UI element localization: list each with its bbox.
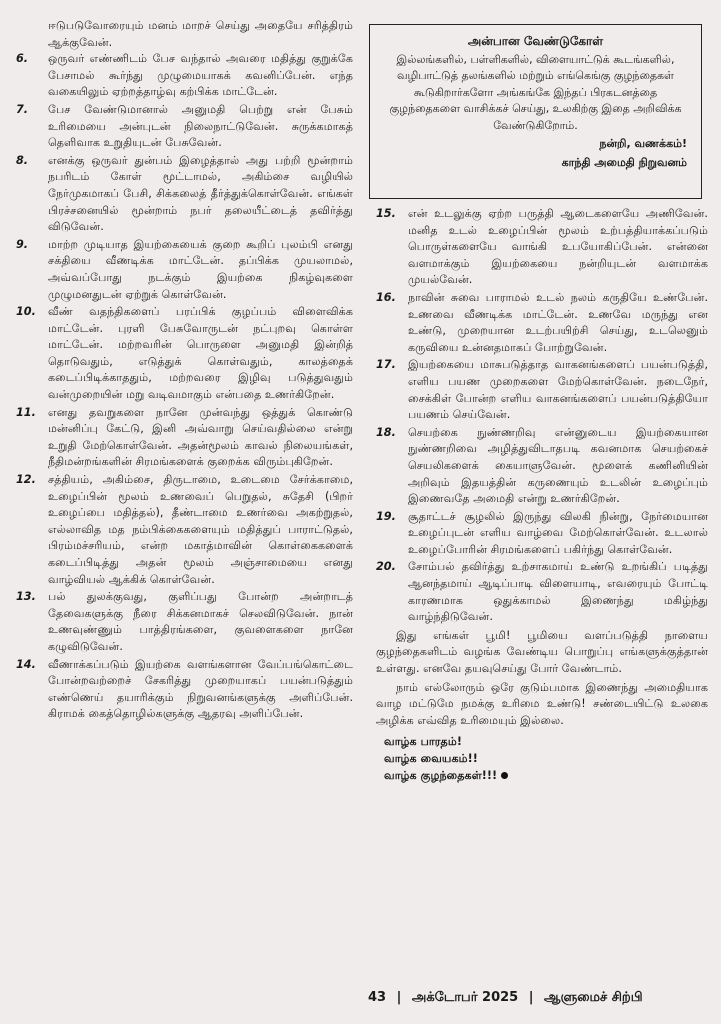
- numbered-item: [368, 206, 708, 289]
- item-text: எனது தவறுகளை நானே முன்வந்து ஒத்துக் கொண்டு மன்னிப்பு கேட்டு, இனி அவ்வாறு செய்வதில்லை என்று உறுதி மேற்கொள்வேன். அதன்மூலம் காவல் நிலையங்கள், நீதிமன்றங்களின் சிரமங்களைக் குறைக்க விரும்புகிறேன்.: [48, 405, 353, 469]
- item-text: வீண் வதந்திகளைப் பரப்பிக் குழப்பம் விளைவிக்க மாட்டேன். புரளி பேசுவோருடன் நட்புறவு கொள்ள மாட்டேன். மற்றவரின் பொருளை அனுமதி இன்றித் தொடுவதும், எடுத்துக் கொள்வதும், காலத்தைக் கடைப்பிடிக்காததும், மற்றவரை இழிவு படுத்துவதும் வன்முறையின் மறு வடிவமாகும் என்பதை உணர்கிறேன்.: [48, 305, 353, 402]
- item-text: என் உடலுக்கு ஏற்ற பருத்தி ஆடைகளையே அணிவேன். மனித உடல் உழைப்பின் மூலம் உற்பத்தியாக்கப்படும் பொருள்களையே வாங்கி உபயோகிப்பேன். என்னை வளமாக்கும் இயற்கையை நன்றியுடன் வளமாக்க முயல்வேன்.: [408, 207, 708, 287]
- slogan: வாழ்க பாரதம்!: [384, 735, 462, 749]
- item-number: 8.: [16, 153, 29, 167]
- item-number: 7.: [16, 102, 29, 116]
- item-number: 16.: [376, 290, 396, 304]
- item-text: இயற்கையை மாசுபடுத்தாத வாகனங்களைப் பயன்படுத்தி, எளிய பயண முறைகளை மேற்கொள்வேன். நடைநேர், சைக்கிள் போன்ற எளிய வாகனங்களைப் பயன்படுத்தியோ பயணம் செய்வேன்.: [408, 358, 708, 422]
- numbered-item: [368, 559, 708, 625]
- numbered-item: [8, 657, 353, 723]
- item-number: 10.: [16, 305, 36, 319]
- item-number: 11.: [16, 405, 36, 419]
- item-number: 18.: [376, 425, 396, 439]
- closing-paragraph-2: நாம் எல்லோரும் ஒரே குடும்பமாக இணைந்து அமைதியாக வாழ மட்டுமே நமக்கு உரிமை உண்டு! சண்டையிட்டு உலகை அழிக்க எவ்வித உரிமையும் இல்லை.: [376, 680, 708, 727]
- item-number: 14.: [16, 657, 36, 671]
- item-number: 20.: [376, 560, 396, 574]
- right-column: [368, 206, 708, 784]
- numbered-item: [368, 509, 708, 559]
- appeal-body: இல்லங்களில், பள்ளிகளில், விளையாட்டுக் கூடங்களில், வழிபாட்டுத் தலங்களில் மற்றும் எங்கெங்கு குழந்தைகள் கூடுகிறார்களோ அங்கங்கே இந்தப் பிரகடனத்தை குழந்தைகளை வாசிக்கச் செய்து, உலகிற்கு இதை அறிவிக்க வேண்டுகிறோம்.: [389, 52, 682, 132]
- numbered-item: [8, 472, 353, 588]
- footer-separator: |: [396, 990, 402, 1005]
- slogan: வாழ்க குழந்தைகள்!!!: [384, 767, 708, 784]
- footer-separator: |: [528, 990, 534, 1005]
- numbered-item: [368, 357, 708, 423]
- item-number: 12.: [16, 473, 36, 487]
- item-text: சத்தியம், அகிம்சை, திருடாமை, உடைமை சேர்க்காமை, உழைப்பின் மூலம் உணவைப் பெறுதல், சுதேசி (பிறர் உழைப்பை மதித்தல்), தீண்டாமை உணர்வை அகற்றுதல், எல்லாவித மத நம்பிக்கைகளையும் மதித்துப் பாராட்டுதல், பிரம்மச்சரியம், என்ற மகாத்மாவின் கொள்கைகளைக் கடைப்பிடித்து அதன் மூலம் அஞ்சாமையை எனது வாழ்வியல் ஆக்கிக் கொள்வேன்.: [48, 473, 353, 586]
- bullet-dot-icon: [501, 772, 508, 779]
- numbered-item: [368, 290, 708, 356]
- slogan: வாழ்க வையகம்!!: [384, 752, 478, 766]
- item-number: 17.: [376, 358, 396, 372]
- item-text: பேச வேண்டுமானால் அனுமதி பெற்று என் பேசும் உரிமையை அன்புடன் நிலைநாட்டுவேன். சுருக்கமாகத் தெளிவாக உறுதியுடன் பேசுவேன்.: [48, 102, 353, 150]
- magazine-name: ஆளுமைச் சிற்பி: [544, 990, 643, 1005]
- page-footer: [368, 990, 708, 1006]
- item-text: நாவின் சுவை பாராமல் உடல் நலம் கருதியே உண்பேன். உணவை வீணடிக்க மாட்டேன். உணவே மருந்து என உண்டு, முறையான உடற்பயிற்சி செய்து, உடலெனும் கருவியை உன்னதமாகப் போற்றுவேன்.: [408, 290, 708, 354]
- item-text: சோம்பல் தவிர்த்து உற்சாகமாய் உண்டு உறங்கிப் படித்து ஆனந்தமாய் ஆடிப்பாடி விளையாடி, எவரையும் போட்டி காரணமாக ஒதுக்காமல் இணைந்து மகிழ்ந்து வாழ்ந்திடுவேன்.: [408, 560, 708, 624]
- appeal-box: [369, 24, 702, 199]
- item-number: 9.: [16, 237, 29, 251]
- item-number: 19.: [376, 509, 396, 523]
- item-number: 6.: [16, 52, 29, 66]
- right-item-list: [368, 206, 708, 626]
- numbered-item: [8, 237, 353, 303]
- closing-paragraph-1: இது எங்கள் பூமி! பூமியை வளப்படுத்தி நாளைய குழந்தைகளிடம் வழங்க வேண்டிய பொறுப்பு எங்களுக்குத்தான் உள்ளது. எனவே தயவுசெய்து போர் வேண்டாம்.: [376, 628, 708, 676]
- item-number: 15.: [376, 207, 396, 220]
- item-text: சூதாட்டச் சூழலில் இருந்து விலகி நின்று, நேர்மையான உழைப்புடன் எளிய வாழ்வை மேற்கொள்வேன். உடலால் உழைப்போரின் சிரமங்களைப் பகிர்ந்து கொள்வேன்.: [408, 509, 708, 556]
- item-text: ஒருவர் எண்ணிடம் பேச வந்தால் அவரை மதித்து குறுக்கே பேசாமல் கூர்ந்து முழுமையாகக் கவனிப்பேன். எந்த வகையிலும் ஏற்றத்தாழ்வு கற்பிக்க மாட்டேன்.: [48, 52, 353, 99]
- item-text: எனக்கு ஒருவர் துன்பம் இழைத்தால் அது பற்றி மூன்றாம் நபரிடம் கோள் மூட்டாமல், அகிம்சை வழியில் நேர்முகமாகப் பேசி, சிக்கலைத் தீர்த்துக்கொள்வேன். எங்கள் பிரச்சனையில் மூன்றாம் நபர் தலையீட்டைத் தவிர்த்து விடுவேன்.: [48, 153, 353, 234]
- item-text: செயற்கை நுண்ணறிவு என்னுடைய இயற்கையான நுண்ணறிவை அழித்துவிடாதபடி கவனமாக செயற்கைச் செயலிகளைக் கையாளுவேன். மூளைக் கணினியின் அறிவும் இதயத்தின் கருணையும் உடலின் உழைப்பும் இணைவதே அமைதி என்று உணர்கிறேன்.: [408, 425, 708, 506]
- left-column: [8, 18, 353, 724]
- item-text: வீணாக்கப்படும் இயற்கை வளங்களான வேப்பங்கொட்டை போன்றவற்றைச் சேகரித்து முறையாகப் பயன்படுத்தும் எண்ணெய் தயாரிக்கும் நிறுவனங்களுக்கு அளிப்பேன். கிராமக் கைத்தொழில்களுக்கு ஆதரவு அளிப்பேன்.: [48, 657, 353, 721]
- numbered-item: [368, 425, 708, 508]
- item-text: மாற்ற முடியாத இயற்கையைக் குறை கூறிப் புலம்பி எனது சக்தியை வீணடிக்க மாட்டேன். தப்பிக்க முயலாமல், அவ்வப்போது நடக்கும் இயற்கை நிகழ்வுகளை முழுமனதுடன் ஏற்றுக் கொள்வேன்.: [48, 237, 353, 301]
- numbered-item: [8, 153, 353, 236]
- numbered-item: [8, 304, 353, 404]
- numbered-item: [8, 405, 353, 471]
- appeal-org: காந்தி அமைதி நிறுவனம்: [561, 155, 687, 169]
- continued-text: ஈடுபடுவோரையும் மனம் மாறச் செய்து அதையே சரித்திரம் ஆக்குவேன்.: [48, 19, 353, 49]
- page-number: 43: [368, 990, 387, 1005]
- numbered-item: [8, 589, 353, 655]
- numbered-item: [8, 51, 353, 101]
- appeal-title: அன்பான வேண்டுகோள்: [467, 34, 604, 48]
- numbered-item: [8, 102, 353, 152]
- appeal-thanks: நன்றி, வணக்கம்!: [599, 137, 687, 150]
- item-number: 13.: [16, 590, 36, 604]
- issue-date: அக்டோபர் 2025: [411, 990, 519, 1005]
- slogans: [368, 733, 708, 784]
- item-text: பல் துலக்குவது, குளிப்பது போன்ற அன்றாடத் தேவைகளுக்கு நீரை சிக்கனமாகச் செலவிடுவேன். நான் உணவுண்ணும் பாத்திரங்களை, குவளைகளை நானே கழுவிடுவேன்.: [48, 590, 353, 653]
- left-item-list: [8, 51, 353, 723]
